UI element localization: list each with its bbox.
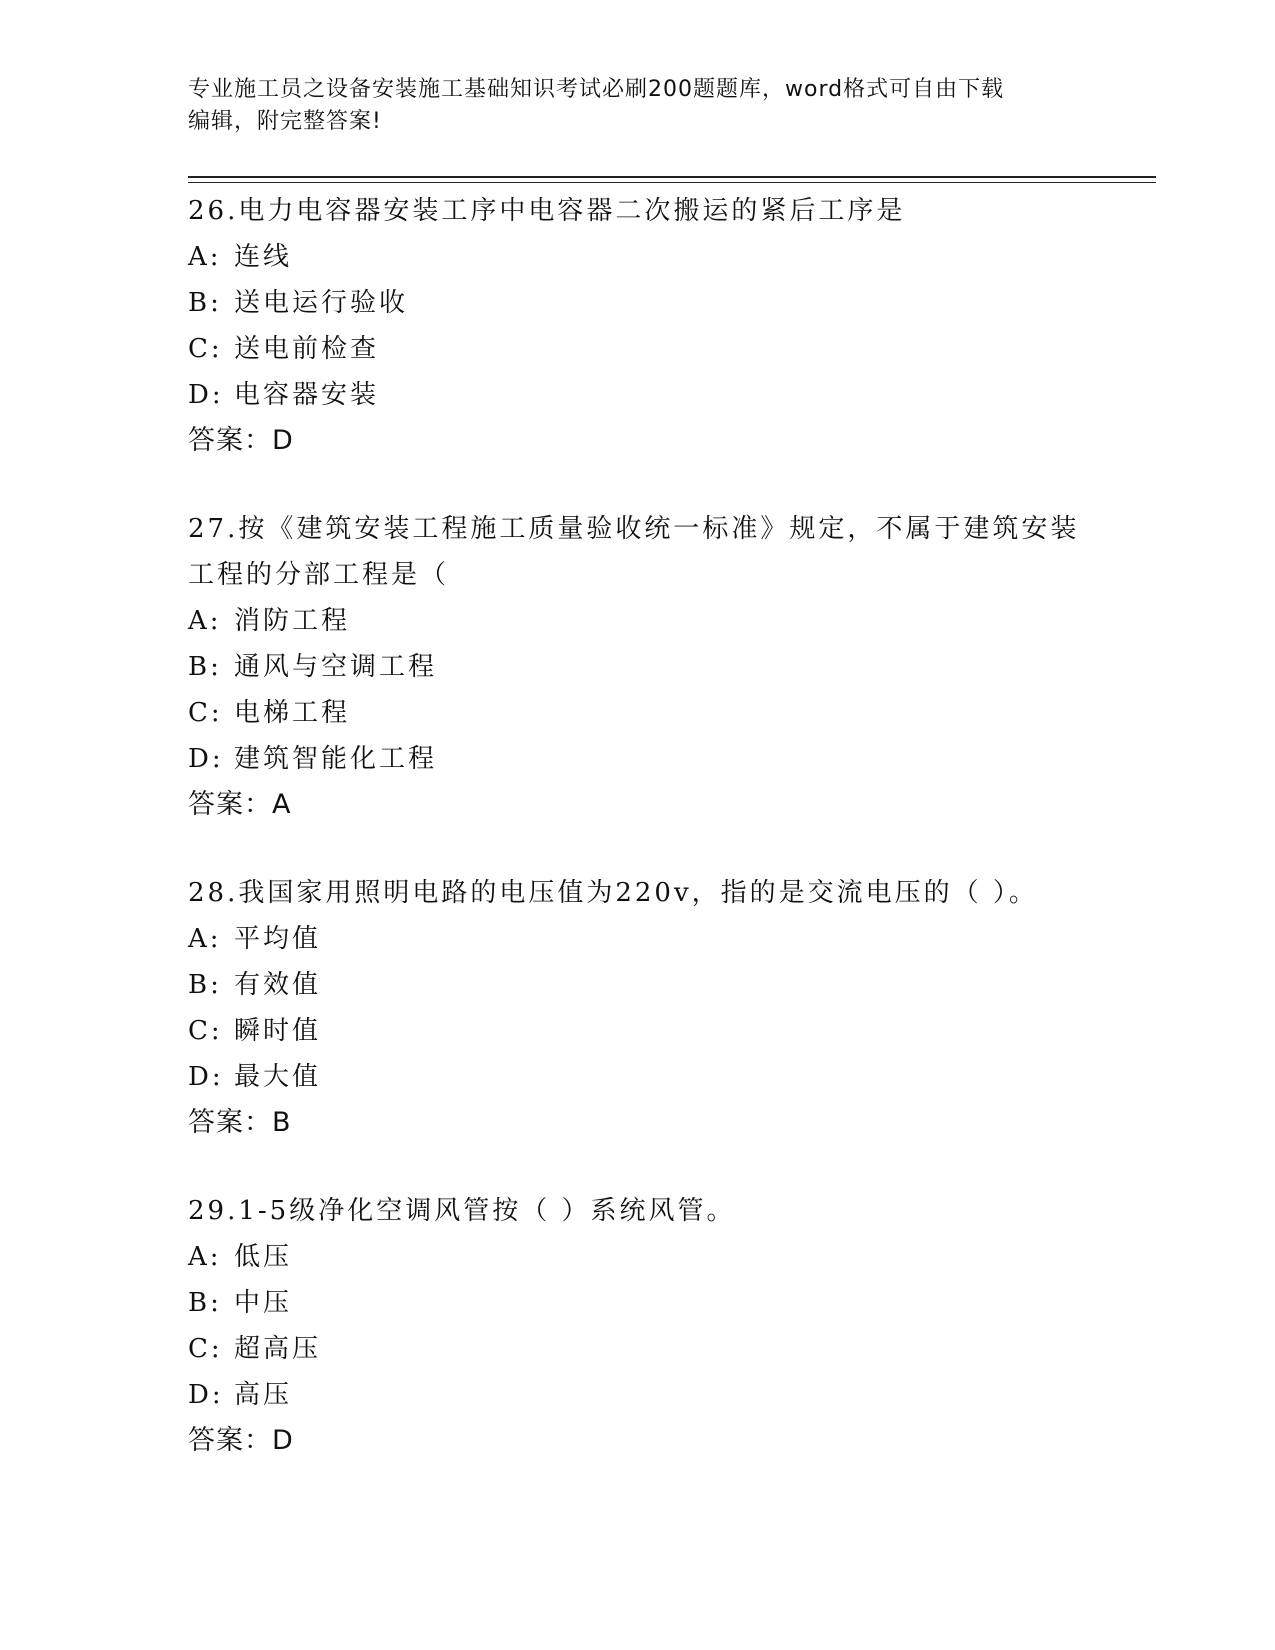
- answer: 答案：A: [188, 789, 292, 820]
- option-text: 低压: [234, 1242, 293, 1272]
- question-stem: 27.按《建筑安装工程施工质量验收统一标准》规定，不属于建筑安装: [188, 514, 1080, 544]
- option-label: C:: [188, 698, 223, 728]
- option-text: 建筑智能化工程: [234, 744, 438, 774]
- question-26: [188, 188, 1148, 464]
- option-c: [188, 1326, 1148, 1372]
- option-b: [188, 1280, 1148, 1326]
- option-text: 平均值: [234, 924, 322, 954]
- option-text: 电梯工程: [234, 698, 351, 728]
- option-a: [188, 1234, 1148, 1280]
- option-d: [188, 736, 1148, 782]
- option-label: A:: [188, 1242, 222, 1272]
- option-label: D:: [188, 1380, 224, 1410]
- header-divider-thin: [188, 182, 1156, 183]
- question-28: [188, 870, 1148, 1146]
- option-label: A:: [188, 606, 222, 636]
- option-label: A:: [188, 242, 222, 272]
- option-d: [188, 372, 1148, 418]
- option-text: 通风与空调工程: [234, 652, 438, 682]
- header-line-1: 专业施工员之设备安装施工基础知识考试必刷200题题库，word格式可自由下载: [188, 77, 1005, 102]
- option-text: 超高压: [234, 1334, 322, 1364]
- question-list: [188, 188, 1148, 1506]
- question-stem: 29.1-5级净化空调风管按（ ）系统风管。: [188, 1196, 736, 1226]
- option-b: [188, 962, 1148, 1008]
- option-a: [188, 916, 1148, 962]
- question-stem-continued: 工程的分部工程是（: [188, 560, 450, 590]
- option-label: C:: [188, 1334, 223, 1364]
- option-label: B:: [188, 652, 222, 682]
- header-divider-thick: [188, 176, 1156, 178]
- option-text: 电容器安装: [234, 380, 380, 410]
- option-c: [188, 1008, 1148, 1054]
- option-a: [188, 598, 1148, 644]
- answer: 答案：B: [188, 1107, 292, 1138]
- header-line-2: 编辑，附完整答案!: [188, 109, 382, 134]
- option-label: D:: [188, 380, 224, 410]
- option-b: [188, 644, 1148, 690]
- option-text: 中压: [234, 1288, 293, 1318]
- document-header: [188, 74, 1068, 138]
- option-label: C:: [188, 334, 223, 364]
- option-label: D:: [188, 744, 224, 774]
- option-label: B:: [188, 1288, 222, 1318]
- option-text: 瞬时值: [234, 1016, 322, 1046]
- option-text: 有效值: [234, 970, 322, 1000]
- option-a: [188, 234, 1148, 280]
- answer: 答案：D: [188, 1425, 294, 1456]
- option-d: [188, 1372, 1148, 1418]
- question-29: [188, 1188, 1148, 1464]
- option-text: 送电运行验收: [234, 288, 409, 318]
- option-label: B:: [188, 970, 222, 1000]
- question-27: [188, 506, 1148, 828]
- option-label: D:: [188, 1062, 224, 1092]
- question-stem: 26.电力电容器安装工序中电容器二次搬运的紧后工序是: [188, 196, 906, 226]
- option-b: [188, 280, 1148, 326]
- option-text: 高压: [234, 1380, 293, 1410]
- option-label: A:: [188, 924, 222, 954]
- option-c: [188, 690, 1148, 736]
- option-text: 送电前检查: [234, 334, 380, 364]
- answer: 答案：D: [188, 425, 294, 456]
- option-label: C:: [188, 1016, 223, 1046]
- option-d: [188, 1054, 1148, 1100]
- option-text: 最大值: [234, 1062, 322, 1092]
- option-text: 消防工程: [234, 606, 351, 636]
- option-text: 连线: [234, 242, 293, 272]
- option-label: B:: [188, 288, 222, 318]
- question-stem: 28.我国家用照明电路的电压值为220v，指的是交流电压的（ ）。: [188, 878, 1038, 908]
- option-c: [188, 326, 1148, 372]
